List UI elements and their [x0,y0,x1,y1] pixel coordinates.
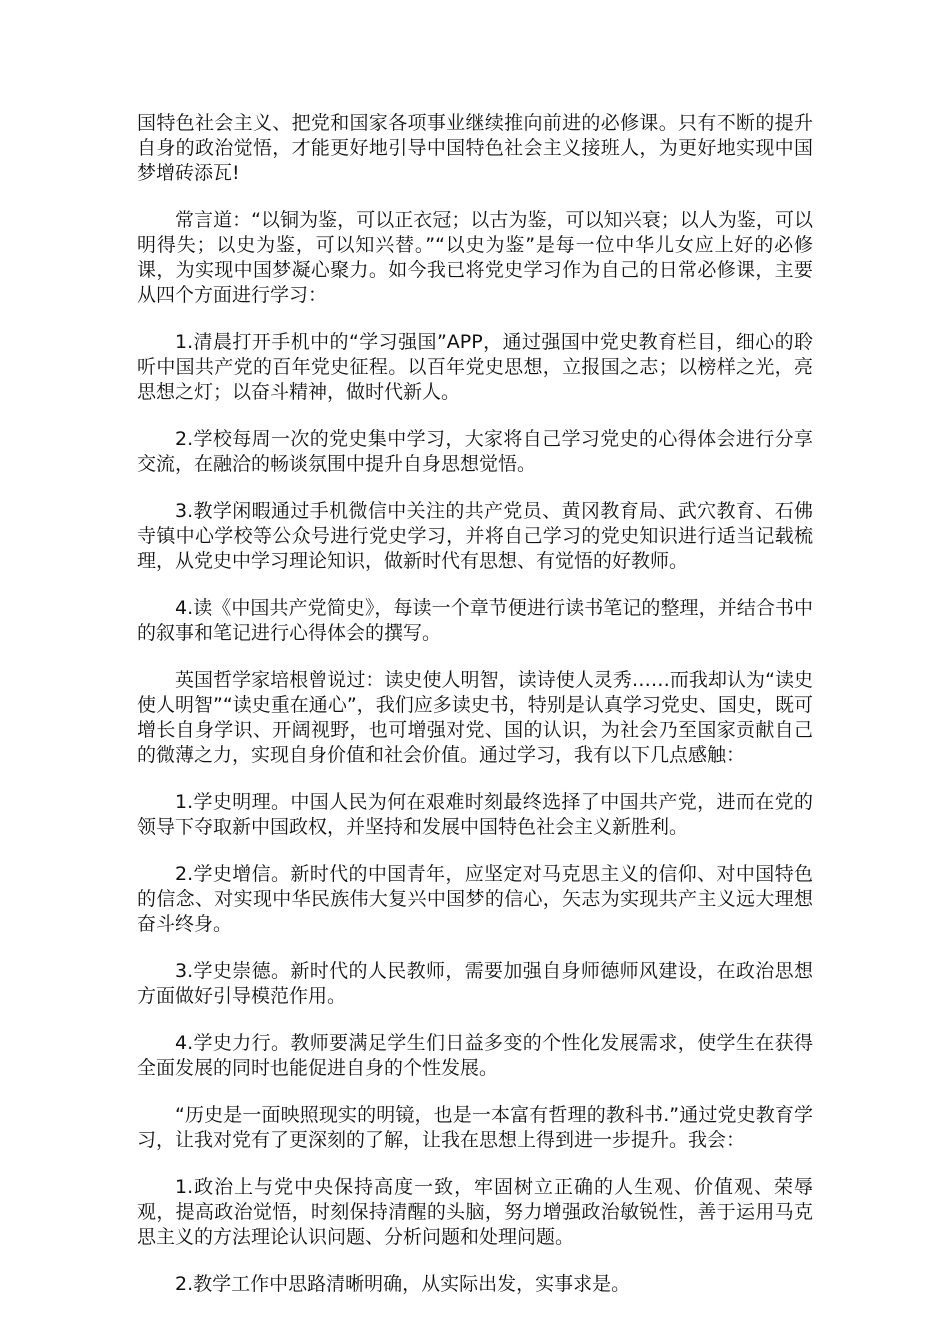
paragraph-study-method-2: 2.学校每周一次的党史集中学习，大家将自己学习党史的心得体会进行分享交流，在融洽的畅谈氛围中提升自身思想觉悟。 [137,428,813,475]
paragraph-study-method-3: 3.教学闲暇通过手机微信中关注的共产党员、黄冈教育局、武穴教育、石佛寺镇中心学校等公众号进行党史学习，并将自己学习的党史知识进行适当记载梳理，从党史中学习理论知识，做新时代有思想、有觉悟的好教师。 [137,500,813,572]
paragraph-insight-3: 3.学史崇德。新时代的人民教师，需要加强自身师德师风建设，在政治思想方面做好引导模范作用。 [137,960,813,1007]
paragraph-insight-1: 1.学史明理。中国人民为何在艰难时刻最终选择了中国共产党，进而在党的领导下夺取新中国政权，并坚持和发展中国特色社会主义新胜利。 [137,791,813,838]
paragraph-commitment-2: 2.教学工作中思路清晰明确，从实际出发，实事求是。 [175,1273,631,1295]
paragraph-history-mirror: “历史是一面映照现实的明镜，也是一本富有哲理的教科书.”通过党史教育学习，让我对党有了更深刻的了解，让我在思想上得到进一步提升。我会： [137,1104,813,1151]
paragraph-continuation: 国特色社会主义、把党和国家各项事业继续推向前进的必修课。只有不断的提升自身的政治觉悟，才能更好地引导中国特色社会主义接班人，为更好地实现中国梦增砖添瓦! [137,112,813,184]
paragraph-insight-4: 4.学史力行。教师要满足学生们日益多变的个性化发展需求，使学生在获得全面发展的同时也能促进自身的个性发展。 [137,1032,813,1079]
paragraph-study-method-4: 4.读《中国共产党简史》，每读一个章节便进行读书笔记的整理，并结合书中的叙事和笔记进行心得体会的撰写。 [137,597,813,644]
paragraph-commitment-1: 1.政治上与党中央保持高度一致，牢固树立正确的人生观、价值观、荣辱观，提高政治觉悟，时刻保持清醒的头脑，努力增强政治敏锐性，善于运用马克思主义的方法理论认识问题、分析问题和处理问题。 [137,1176,813,1248]
document-page [137,111,813,1319]
paragraph-insight-2: 2.学史增信。新时代的中国青年，应坚定对马克思主义的信仰、对中国特色的信念、对实现中华民族伟大复兴中国梦的信心，矢志为实现共产主义远大理想奋斗终身。 [137,863,813,935]
paragraph-study-method-1: 1.清晨打开手机中的“学习强国”APP，通过强国中党史教育栏目，细心的聆听中国共产党的百年党史征程。以百年党史思想，立报国之志；以榜样之光，亮思想之灯；以奋斗精神，做时代新人。 [137,331,813,403]
paragraph-quote-intro: 常言道：“以铜为鉴，可以正衣冠；以古为鉴，可以知兴衰；以人为鉴，可以明得失；以史为鉴，可以知兴替。”“以史为鉴”是每一位中华儿女应上好的必修课，为实现中国梦凝心聚力。如今我已将党史学习作为自己的日常必修课，主要从四个方面进行学习： [137,209,813,306]
paragraph-bacon-quote: 英国哲学家培根曾说过：读史使人明智，读诗使人灵秀……而我却认为“读史使人明智”“读史重在通心”，我们应多读史书，特别是认真学习党史、国史，既可增长自身学识、开阔视野，也可增强对党、国的认识，为社会乃至国家贡献自己的微薄之力，实现自身价值和社会价值。通过学习，我有以下几点感触： [137,669,813,766]
